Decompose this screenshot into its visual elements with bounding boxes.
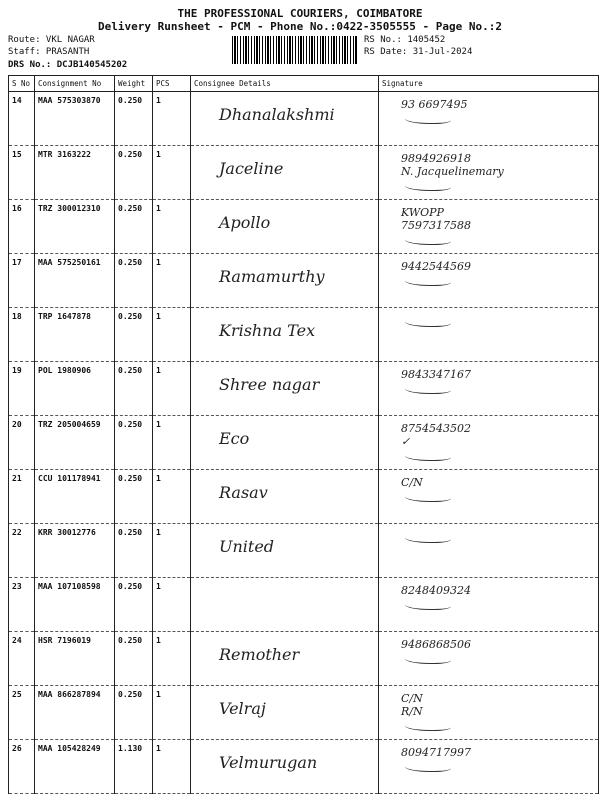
row-signature (379, 416, 599, 470)
row-consignee: Velraj (191, 686, 379, 740)
signature-line-2: ✓ (401, 435, 411, 448)
row-signature (379, 686, 599, 740)
row-sno: 17 (9, 254, 35, 308)
row-pcs: 1 (153, 686, 191, 740)
row-signature (379, 362, 599, 416)
row-pcs: 1 (153, 578, 191, 632)
row-signature (379, 524, 599, 578)
handwritten-signature-mark (405, 600, 451, 610)
row-consignment-no: MAA 575303870 (35, 92, 115, 146)
handwritten-signature-mark (405, 114, 451, 124)
row-consignment-no: KRR 30012776 (35, 524, 115, 578)
signature-line-2: N. Jacquelinemary (401, 165, 504, 178)
row-weight: 1.130 (115, 740, 153, 794)
row-pcs: 1 (153, 308, 191, 362)
row-pcs: 1 (153, 92, 191, 146)
row-consignee: Eco (191, 416, 379, 470)
runsheet-table (8, 75, 599, 794)
rs-date: RS Date: 31-Jul-2024 (364, 47, 473, 57)
row-sno: 15 (9, 146, 35, 200)
row-consignment-no: TRP 1647878 (35, 308, 115, 362)
row-sno: 24 (9, 632, 35, 686)
row-weight: 0.250 (115, 578, 153, 632)
drs-number: DRS No.: DCJB140545202 (8, 60, 128, 70)
row-signature (379, 578, 599, 632)
signature-line-1: KWOPP (401, 206, 444, 219)
row-consignee: Jaceline (191, 146, 379, 200)
row-signature (379, 740, 599, 794)
handwritten-signature-mark (405, 654, 451, 664)
row-consignment-no: TRZ 205004659 (35, 416, 115, 470)
row-weight: 0.250 (115, 470, 153, 524)
row-consignment-no: MAA 105428249 (35, 740, 115, 794)
row-sno: 22 (9, 524, 35, 578)
row-consignee: Krishna Tex (191, 308, 379, 362)
handwritten-signature-mark (405, 451, 451, 461)
row-consignment-no: HSR 7196019 (35, 632, 115, 686)
row-consignee (191, 578, 379, 632)
row-weight: 0.250 (115, 254, 153, 308)
handwritten-signature-mark (405, 384, 451, 394)
table-row (9, 416, 599, 470)
row-consignee: Rasav (191, 470, 379, 524)
row-sno: 14 (9, 92, 35, 146)
row-consignment-no: CCU 101178941 (35, 470, 115, 524)
row-consignee: Shree nagar (191, 362, 379, 416)
column-header-signature: Signature (379, 76, 599, 92)
row-consignment-no: MTR 3163222 (35, 146, 115, 200)
signature-line-2: 7597317588 (401, 219, 471, 232)
signature-line-1: 9843347167 (401, 368, 471, 381)
handwritten-signature-mark (405, 317, 451, 327)
row-sno: 26 (9, 740, 35, 794)
signature-line-1: 8754543502 (401, 422, 471, 435)
row-pcs: 1 (153, 632, 191, 686)
column-header-weight: Weight (115, 76, 153, 92)
handwritten-signature-mark (405, 235, 451, 245)
column-header-consignment: Consignment No (35, 76, 115, 92)
handwritten-signature-mark (405, 492, 451, 502)
table-row (9, 740, 599, 794)
row-signature (379, 92, 599, 146)
row-sno: 19 (9, 362, 35, 416)
row-sno: 23 (9, 578, 35, 632)
row-weight: 0.250 (115, 632, 153, 686)
handwritten-signature-mark (405, 721, 451, 731)
table-row (9, 578, 599, 632)
row-sno: 21 (9, 470, 35, 524)
barcode-image (232, 36, 357, 64)
row-signature (379, 470, 599, 524)
row-consignment-no: MAA 107108598 (35, 578, 115, 632)
company-title: THE PROFESSIONAL COURIERS, COIMBATORE (177, 7, 423, 20)
table-row (9, 254, 599, 308)
row-signature (379, 200, 599, 254)
row-consignment-no: MAA 575250161 (35, 254, 115, 308)
signature-line-1: 8248409324 (401, 584, 471, 597)
row-weight: 0.250 (115, 416, 153, 470)
column-header-pcs: PCS (153, 76, 191, 92)
table-row (9, 632, 599, 686)
handwritten-signature-mark (405, 533, 451, 543)
table-row (9, 362, 599, 416)
table-header-row (9, 76, 599, 92)
route-label: Route: VKL NAGAR (8, 35, 95, 45)
handwritten-signature-mark (405, 762, 451, 772)
row-weight: 0.250 (115, 146, 153, 200)
row-weight: 0.250 (115, 524, 153, 578)
row-signature (379, 308, 599, 362)
row-pcs: 1 (153, 470, 191, 524)
row-pcs: 1 (153, 524, 191, 578)
handwritten-signature-mark (405, 276, 451, 286)
handwritten-signature-mark (405, 181, 451, 191)
row-consignment-no: POL 1980906 (35, 362, 115, 416)
table-row (9, 92, 599, 146)
signature-line-1: C/N (401, 692, 423, 705)
row-consignee: Apollo (191, 200, 379, 254)
table-row (9, 200, 599, 254)
row-signature (379, 632, 599, 686)
signature-line-2: R/N (401, 705, 423, 718)
row-sno: 16 (9, 200, 35, 254)
column-header-sno: S No (9, 76, 35, 92)
row-pcs: 1 (153, 254, 191, 308)
row-pcs: 1 (153, 200, 191, 254)
table-row (9, 308, 599, 362)
table-row (9, 686, 599, 740)
row-pcs: 1 (153, 146, 191, 200)
row-consignment-no: TRZ 300012310 (35, 200, 115, 254)
row-sno: 25 (9, 686, 35, 740)
column-header-consignee: Consignee Details (191, 76, 379, 92)
table-row (9, 146, 599, 200)
signature-line-1: 9486868506 (401, 638, 471, 651)
row-sno: 18 (9, 308, 35, 362)
row-consignee: Dhanalakshmi (191, 92, 379, 146)
row-pcs: 1 (153, 740, 191, 794)
row-weight: 0.250 (115, 308, 153, 362)
row-signature (379, 146, 599, 200)
signature-line-1: 8094717997 (401, 746, 471, 759)
staff-label: Staff: PRASANTH (8, 47, 90, 57)
row-pcs: 1 (153, 362, 191, 416)
row-consignment-no: MAA 866287894 (35, 686, 115, 740)
table-row (9, 524, 599, 578)
row-weight: 0.250 (115, 686, 153, 740)
row-sno: 20 (9, 416, 35, 470)
signature-line-1: C/N (401, 476, 423, 489)
table-row (9, 470, 599, 524)
row-weight: 0.250 (115, 92, 153, 146)
row-consignee: Remother (191, 632, 379, 686)
signature-line-1: 9894926918 (401, 152, 471, 165)
row-pcs: 1 (153, 416, 191, 470)
row-consignee: Velmurugan (191, 740, 379, 794)
runsheet-subtitle: Delivery Runsheet - PCM - Phone No.:0422-3505555 - Page No.:2 (98, 20, 502, 33)
row-signature (379, 254, 599, 308)
row-consignee: Ramamurthy (191, 254, 379, 308)
signature-line-1: 93 6697495 (401, 98, 468, 111)
signature-line-1: 9442544569 (401, 260, 471, 273)
row-weight: 0.250 (115, 362, 153, 416)
row-weight: 0.250 (115, 200, 153, 254)
row-consignee: United (191, 524, 379, 578)
rs-number: RS No.: 1405452 (364, 35, 446, 45)
